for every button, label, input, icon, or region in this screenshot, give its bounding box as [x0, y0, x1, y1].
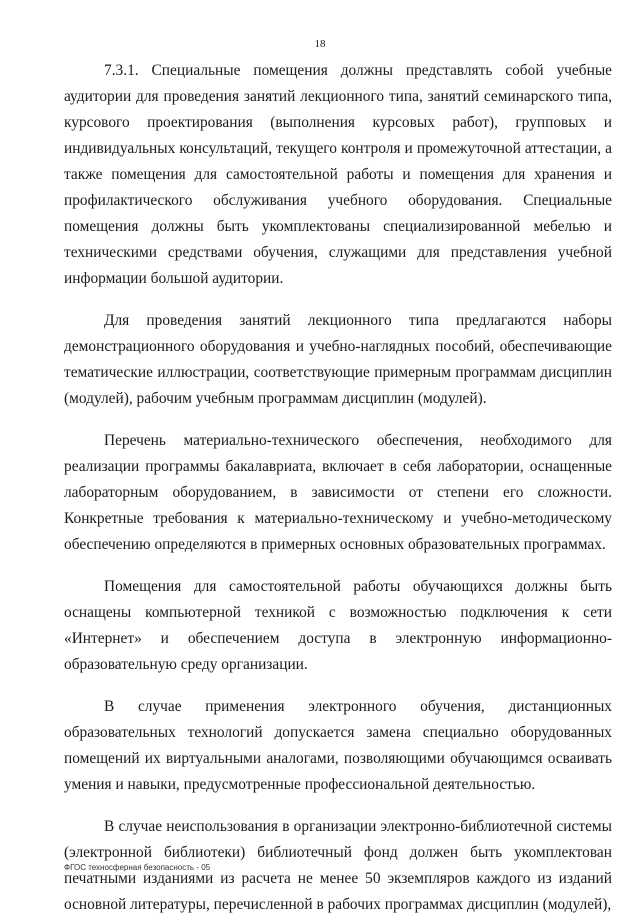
page-footer: ФГОС техносферная безопасность - 05	[64, 863, 211, 872]
paragraph-self-study-rooms: Помещения для самостоятельной работы обучающихся должны быть оснащены компьютерной техникой с возможностью подключения к сети «Интернет» и обеспечением доступа в электронную информационно-образовательную среду организации.	[64, 578, 612, 673]
page-number: 18	[314, 38, 326, 50]
paragraph-7-3-1: 7.3.1. Специальные помещения должны представлять собой учебные аудитории для проведения занятий лекционного типа, занятий семинарского типа, курсового проектирования (выполнения курсовых работ), групповых и индивидуальных консультаций, текущего контроля и промежуточной аттестации, а также помещения для самостоятельной работы и помещения для хранения и профилактического обслуживания учебного оборудования. Специальные помещения должны быть укомплектованы специализированной мебелью и техническими средствами обучения, служащими для представления учебной информации большой аудитории.	[64, 62, 612, 287]
paragraph-material-support: Перечень материально-технического обеспечения, необходимого для реализации программы бакалавриата, включает в себя лаборатории, оснащенные лабораторным оборудованием, в зависимости от степени его сложности. Конкретные требования к материально-техническому и учебно-методическому обеспечению определяются в примерных основных образовательных программах.	[64, 432, 612, 553]
paragraph-library-fund: В случае неиспользования в организации электронно-библиотечной системы (электронной библиотеки) библиотечный фонд должен быть укомплектован печатными изданиями из расчета не менее 50 экземпляров каждого из изданий основной литературы, перечисленной в рабочих программах дисциплин (модулей),	[64, 818, 612, 913]
document-body	[64, 58, 612, 918]
paragraph-lecture-equipment: Для проведения занятий лекционного типа предлагаются наборы демонстрационного оборудования и учебно-наглядных пособий, обеспечивающие тематические иллюстрации, соответствующие примерным программам дисциплин (модулей), рабочим учебным программам дисциплин (модулей).	[64, 312, 612, 407]
paragraph-e-learning: В случае применения электронного обучения, дистанционных образовательных технологий допускается замена специально оборудованных помещений их виртуальными аналогами, позволяющими обучающимся осваивать умения и навыки, предусмотренные профессиональной деятельностью.	[64, 698, 612, 793]
